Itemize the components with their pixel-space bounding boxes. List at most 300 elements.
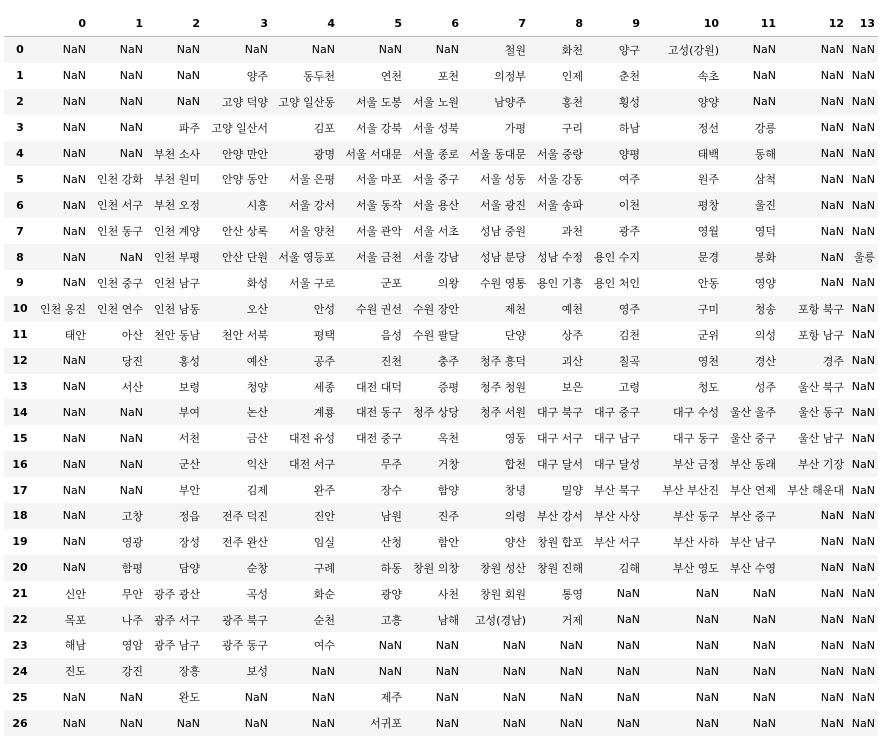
table-cell: NaN [62, 43, 86, 57]
table-cell: 화성 [246, 276, 268, 290]
table-cell: 창원 진해 [536, 561, 583, 575]
table-cell: 부산 동래 [729, 458, 776, 472]
table-cell: 서울 서대문 [345, 147, 402, 161]
table-cell: 양산 [504, 535, 526, 549]
table-cell: 철원 [504, 43, 526, 57]
table-cell: 서귀포 [370, 717, 402, 731]
table-cell: 부산 연제 [729, 484, 776, 498]
table-cell: 서산 [121, 380, 143, 394]
table-cell: 서울 송파 [536, 199, 583, 213]
table-cell: 완주 [313, 484, 335, 498]
table-cell: 밀양 [561, 484, 583, 498]
row-index: 25 [12, 690, 28, 704]
table-cell: 광주 [618, 225, 640, 239]
table-row [4, 632, 878, 658]
table-cell: 인천 중구 [96, 276, 143, 290]
table-cell: NaN [559, 664, 583, 678]
table-cell: NaN [311, 716, 335, 730]
table-cell: 부안 [178, 484, 200, 498]
table-cell: 김해 [618, 561, 640, 575]
table-row [4, 141, 878, 167]
table-cell: 진천 [380, 354, 402, 368]
table-cell: NaN [62, 535, 86, 549]
table-cell: 서울 금천 [355, 251, 402, 265]
table-cell: 보은 [561, 380, 583, 394]
table-cell: 보령 [178, 380, 200, 394]
table-cell: NaN [851, 535, 875, 549]
table-cell: 서울 종로 [412, 147, 459, 161]
table-cell: 용인 수지 [593, 251, 640, 265]
table-cell: NaN [851, 95, 875, 109]
table-cell: 인천 연수 [96, 302, 143, 316]
table-cell: 서울 동작 [355, 199, 402, 213]
table-cell: NaN [62, 690, 86, 704]
table-cell: 남해 [437, 613, 459, 627]
column-header: 7 [462, 6, 529, 37]
table-cell: 대전 대덕 [355, 380, 402, 394]
table-cell: 곡성 [246, 587, 268, 601]
table-cell: 대전 서구 [288, 458, 335, 472]
table-cell: NaN [119, 431, 143, 445]
table-cell: 원주 [697, 173, 719, 187]
table-cell: 여주 [618, 173, 640, 187]
table-cell: NaN [820, 276, 844, 290]
table-cell: 서울 광진 [479, 199, 526, 213]
column-header: 4 [271, 6, 338, 37]
row-index: 11 [12, 328, 28, 342]
table-cell: NaN [616, 690, 640, 704]
table-cell: 삼척 [754, 173, 776, 187]
table-cell: 거제 [561, 613, 583, 627]
table-cell: 의왕 [437, 276, 459, 290]
table-cell: 인천 옹진 [39, 302, 86, 316]
table-cell: 고성(경남) [474, 613, 526, 627]
table-cell: NaN [62, 198, 86, 212]
table-cell: 부산 기장 [797, 458, 844, 472]
table-cell: 공주 [313, 354, 335, 368]
table-cell: 목포 [64, 613, 86, 627]
table-cell: NaN [616, 664, 640, 678]
table-cell: NaN [851, 43, 875, 57]
table-cell: 천안 서북 [221, 328, 268, 342]
table-cell: 제주 [380, 691, 402, 705]
table-cell: NaN [820, 172, 844, 186]
row-index: 17 [12, 483, 28, 497]
table-cell: NaN [62, 172, 86, 186]
table-cell: NaN [820, 587, 844, 601]
table-cell: 진도 [64, 665, 86, 679]
table-cell: 천안 동남 [153, 328, 200, 342]
table-cell: 광주 북구 [221, 613, 268, 627]
table-cell: 영덕 [754, 225, 776, 239]
table-cell: 서울 서초 [412, 225, 459, 239]
table-cell: 양양 [697, 95, 719, 109]
table-cell: 수원 영통 [479, 276, 526, 290]
table-cell: NaN [851, 457, 875, 471]
table-cell: 전주 완산 [221, 535, 268, 549]
table-cell: 강릉 [754, 121, 776, 135]
table-cell: 세종 [313, 380, 335, 394]
table-cell: NaN [851, 328, 875, 342]
table-cell: 울릉 [853, 251, 875, 265]
table-cell: 부산 동구 [672, 509, 719, 523]
table-cell: 서울 은평 [288, 173, 335, 187]
table-cell: 안산 단원 [221, 251, 268, 265]
table-row [4, 37, 878, 63]
table-cell: NaN [502, 716, 526, 730]
table-cell: NaN [119, 690, 143, 704]
table-row [4, 89, 878, 115]
table-cell: NaN [820, 638, 844, 652]
table-cell: NaN [752, 69, 776, 83]
table-row [4, 581, 878, 607]
table-cell: NaN [820, 147, 844, 160]
table-row [4, 529, 878, 555]
table-cell: 안양 만안 [221, 147, 268, 161]
table-cell: 광주 서구 [153, 613, 200, 627]
table-cell: 청주 상당 [412, 406, 459, 420]
table-cell: NaN [851, 431, 875, 445]
table-cell: NaN [851, 561, 875, 575]
table-cell: 오산 [246, 302, 268, 316]
table-row [4, 374, 878, 400]
table-cell: NaN [820, 509, 844, 523]
table-cell: NaN [62, 69, 86, 83]
table-cell: 서울 동대문 [469, 147, 526, 161]
table-cell: 인천 남동 [153, 302, 200, 316]
row-index: 18 [12, 509, 28, 523]
table-cell: 나주 [121, 613, 143, 627]
column-header: 5 [338, 6, 405, 37]
table-cell: 충주 [437, 354, 459, 368]
table-cell: 홍성 [178, 354, 200, 368]
table-cell: NaN [752, 664, 776, 678]
table-cell: 양구 [618, 43, 640, 57]
table-cell: 서울 강남 [412, 251, 459, 265]
table-cell: 고성(강원) [667, 43, 719, 57]
table-cell: NaN [851, 405, 875, 419]
table-cell: 무안 [121, 587, 143, 601]
table-row [4, 322, 878, 348]
table-cell: NaN [616, 587, 640, 601]
table-cell: 부산 남구 [729, 535, 776, 549]
table-cell: 동두천 [303, 69, 335, 83]
table-cell: 의령 [504, 509, 526, 523]
table-cell: 대구 중구 [593, 406, 640, 420]
table-cell: 성남 중원 [479, 225, 526, 239]
table-cell: 군산 [178, 458, 200, 472]
table-cell: NaN [62, 380, 86, 394]
column-header: 3 [203, 6, 271, 37]
table-cell: 인천 부평 [153, 251, 200, 265]
table-cell: 옥천 [437, 432, 459, 446]
table-cell: 성남 분당 [479, 251, 526, 265]
table-cell: 함평 [121, 561, 143, 575]
table-cell: 용인 처인 [593, 276, 640, 290]
table-cell: 양평 [618, 147, 640, 161]
row-index: 16 [12, 457, 28, 471]
table-cell: 안성 [313, 302, 335, 316]
table-cell: NaN [820, 716, 844, 730]
table-cell: NaN [435, 43, 459, 57]
table-cell: 부산 부산진 [662, 484, 719, 498]
table-cell: 안양 동안 [221, 173, 268, 187]
table-cell: 청송 [754, 302, 776, 316]
table-row [4, 607, 878, 633]
table-cell: 인천 서구 [96, 199, 143, 213]
table-cell: 정읍 [178, 509, 200, 523]
dataframe-table [4, 6, 878, 736]
table-cell: NaN [119, 250, 143, 264]
table-cell: 수원 권선 [355, 302, 402, 316]
table-cell: NaN [820, 198, 844, 212]
table-cell: 진안 [313, 509, 335, 523]
table-cell: 부산 해운대 [787, 484, 844, 498]
table-cell: NaN [820, 95, 844, 109]
row-index: 23 [12, 638, 28, 652]
row-index: 15 [12, 431, 28, 445]
table-cell: 하동 [380, 561, 402, 575]
column-header: 11 [722, 6, 779, 37]
table-cell: 창원 합포 [536, 535, 583, 549]
table-cell: 파주 [178, 121, 200, 135]
table-cell: NaN [820, 535, 844, 549]
table-cell: NaN [851, 198, 875, 212]
table-row [4, 684, 878, 710]
column-header: 12 [779, 6, 847, 37]
table-row [4, 115, 878, 141]
table-cell: NaN [695, 716, 719, 730]
table-cell: NaN [435, 690, 459, 704]
table-cell: 대구 북구 [536, 406, 583, 420]
table-cell: 부산 북구 [593, 484, 640, 498]
table-cell: 울산 울주 [729, 406, 776, 420]
table-cell: NaN [820, 613, 844, 627]
table-cell: 고양 일산동 [278, 95, 335, 109]
table-row [4, 555, 878, 581]
table-cell: NaN [851, 276, 875, 290]
column-header: 2 [146, 6, 203, 37]
table-cell: 강진 [121, 665, 143, 679]
table-cell: 서울 영등포 [278, 251, 335, 265]
table-row [4, 477, 878, 503]
table-cell: NaN [244, 43, 268, 57]
table-cell: NaN [62, 405, 86, 419]
table-cell: NaN [820, 664, 844, 678]
table-cell: 청주 흥덕 [479, 354, 526, 368]
table-cell: 통영 [561, 587, 583, 601]
table-cell: 수원 팔달 [412, 328, 459, 342]
table-cell: 화천 [561, 43, 583, 57]
table-cell: NaN [62, 431, 86, 445]
row-index: 9 [16, 276, 24, 290]
table-cell: NaN [119, 121, 143, 135]
row-index: 3 [16, 121, 24, 135]
table-cell: NaN [435, 716, 459, 730]
row-index: 20 [12, 561, 28, 575]
table-cell: NaN [752, 716, 776, 730]
table-cell: NaN [119, 405, 143, 419]
table-cell: 영월 [697, 225, 719, 239]
table-cell: 동해 [754, 147, 776, 161]
table-cell: 창원 회원 [479, 587, 526, 601]
table-body [4, 37, 878, 737]
table-cell: NaN [119, 69, 143, 83]
table-cell: 광주 남구 [153, 639, 200, 653]
table-cell: 영암 [121, 639, 143, 653]
table-cell: 고양 덕양 [221, 95, 268, 109]
table-cell: 청도 [697, 380, 719, 394]
row-index: 1 [16, 69, 24, 83]
column-header: 6 [405, 6, 462, 37]
table-cell: 영천 [697, 354, 719, 368]
table-cell: 서울 강서 [288, 199, 335, 213]
table-row [4, 503, 878, 529]
table-cell: NaN [695, 613, 719, 627]
table-row [4, 399, 878, 425]
table-cell: 함양 [437, 484, 459, 498]
table-cell: NaN [752, 613, 776, 627]
table-row [4, 244, 878, 270]
table-cell: 울산 중구 [729, 432, 776, 446]
table-cell: 경주 [822, 354, 844, 368]
table-cell: 서울 관악 [355, 225, 402, 239]
table-cell: 산청 [380, 535, 402, 549]
table-row [4, 348, 878, 374]
table-cell: 수원 장안 [412, 302, 459, 316]
row-index: 2 [16, 95, 24, 109]
table-cell: NaN [378, 664, 402, 678]
table-row [4, 166, 878, 192]
table-row [4, 451, 878, 477]
table-cell: 김제 [246, 484, 268, 498]
table-cell: 대전 동구 [355, 406, 402, 420]
table-cell: NaN [851, 380, 875, 394]
table-cell: 부산 사상 [593, 509, 640, 523]
table-cell: NaN [62, 121, 86, 135]
table-cell: 서울 중랑 [536, 147, 583, 161]
table-cell: NaN [62, 561, 86, 575]
table-cell: NaN [559, 638, 583, 652]
table-cell: 김천 [618, 328, 640, 342]
table-cell: 울산 동구 [797, 406, 844, 420]
header-row [4, 6, 878, 37]
table-cell: NaN [820, 69, 844, 83]
table-cell: NaN [176, 716, 200, 730]
table-cell: 제천 [504, 302, 526, 316]
table-cell: NaN [752, 43, 776, 57]
table-cell: 청주 서원 [479, 406, 526, 420]
table-cell: 남양주 [494, 95, 526, 109]
table-cell: NaN [435, 664, 459, 678]
table-cell: 문경 [697, 251, 719, 265]
row-index: 13 [12, 380, 28, 394]
table-cell: NaN [851, 172, 875, 186]
table-cell: NaN [820, 690, 844, 704]
table-cell: 연천 [380, 69, 402, 83]
table-cell: NaN [851, 483, 875, 497]
row-index: 0 [16, 43, 24, 57]
table-cell: 서울 중구 [412, 173, 459, 187]
table-cell: 순천 [313, 613, 335, 627]
table-cell: 부천 소사 [153, 147, 200, 161]
table-cell: NaN [176, 95, 200, 109]
table-cell: 과천 [561, 225, 583, 239]
table-cell: NaN [62, 224, 86, 238]
table-cell: 대구 달성 [593, 458, 640, 472]
table-cell: 부산 사하 [672, 535, 719, 549]
table-cell: NaN [820, 250, 844, 264]
table-cell: 고령 [618, 380, 640, 394]
table-cell: 창원 의창 [412, 561, 459, 575]
table-cell: NaN [311, 43, 335, 57]
table-cell: 부산 수영 [729, 561, 776, 575]
table-cell: NaN [119, 483, 143, 497]
table-cell: 속초 [697, 69, 719, 83]
table-cell: 인천 계양 [153, 225, 200, 239]
table-cell: NaN [820, 561, 844, 575]
table-cell: 부천 원미 [153, 173, 200, 187]
table-cell: NaN [851, 354, 875, 368]
table-cell: 가평 [504, 121, 526, 135]
table-cell: 울진 [754, 199, 776, 213]
table-cell: 영주 [618, 302, 640, 316]
row-index: 5 [16, 172, 24, 186]
table-cell: 익산 [246, 458, 268, 472]
table-cell: 청양 [246, 380, 268, 394]
row-index: 6 [16, 198, 24, 212]
table-cell: 군위 [697, 328, 719, 342]
table-cell: 합천 [504, 458, 526, 472]
column-header: 1 [89, 6, 146, 37]
table-row [4, 270, 878, 296]
table-cell: 서울 구로 [288, 276, 335, 290]
table-cell: 서울 강북 [355, 121, 402, 135]
table-cell: 양주 [246, 69, 268, 83]
table-cell: NaN [695, 638, 719, 652]
index-header [4, 6, 36, 37]
table-cell: NaN [502, 690, 526, 704]
table-cell: 대구 서구 [536, 432, 583, 446]
table-cell: 논산 [246, 406, 268, 420]
column-header: 13 [847, 6, 878, 37]
table-cell: 서울 성동 [479, 173, 526, 187]
table-cell: NaN [752, 638, 776, 652]
table-cell: 서울 강동 [536, 173, 583, 187]
table-cell: 계룡 [313, 406, 335, 420]
row-index: 22 [12, 613, 28, 627]
table-cell: NaN [851, 302, 875, 316]
table-cell: 영양 [754, 276, 776, 290]
table-cell: 장흥 [178, 665, 200, 679]
table-cell: 부여 [178, 406, 200, 420]
table-cell: 대구 수성 [672, 406, 719, 420]
table-cell: 구례 [313, 561, 335, 575]
table-cell: 남원 [380, 509, 402, 523]
table-cell: NaN [62, 483, 86, 497]
table-cell: 대구 남구 [593, 432, 640, 446]
table-cell: 신안 [64, 587, 86, 601]
table-cell: NaN [851, 509, 875, 523]
table-cell: 진주 [437, 509, 459, 523]
table-cell: 창원 성산 [479, 561, 526, 575]
table-row [4, 63, 878, 89]
table-cell: 해남 [64, 639, 86, 653]
table-cell: 증평 [437, 380, 459, 394]
table-cell: 창녕 [504, 484, 526, 498]
table-row [4, 192, 878, 218]
table-cell: NaN [62, 509, 86, 523]
